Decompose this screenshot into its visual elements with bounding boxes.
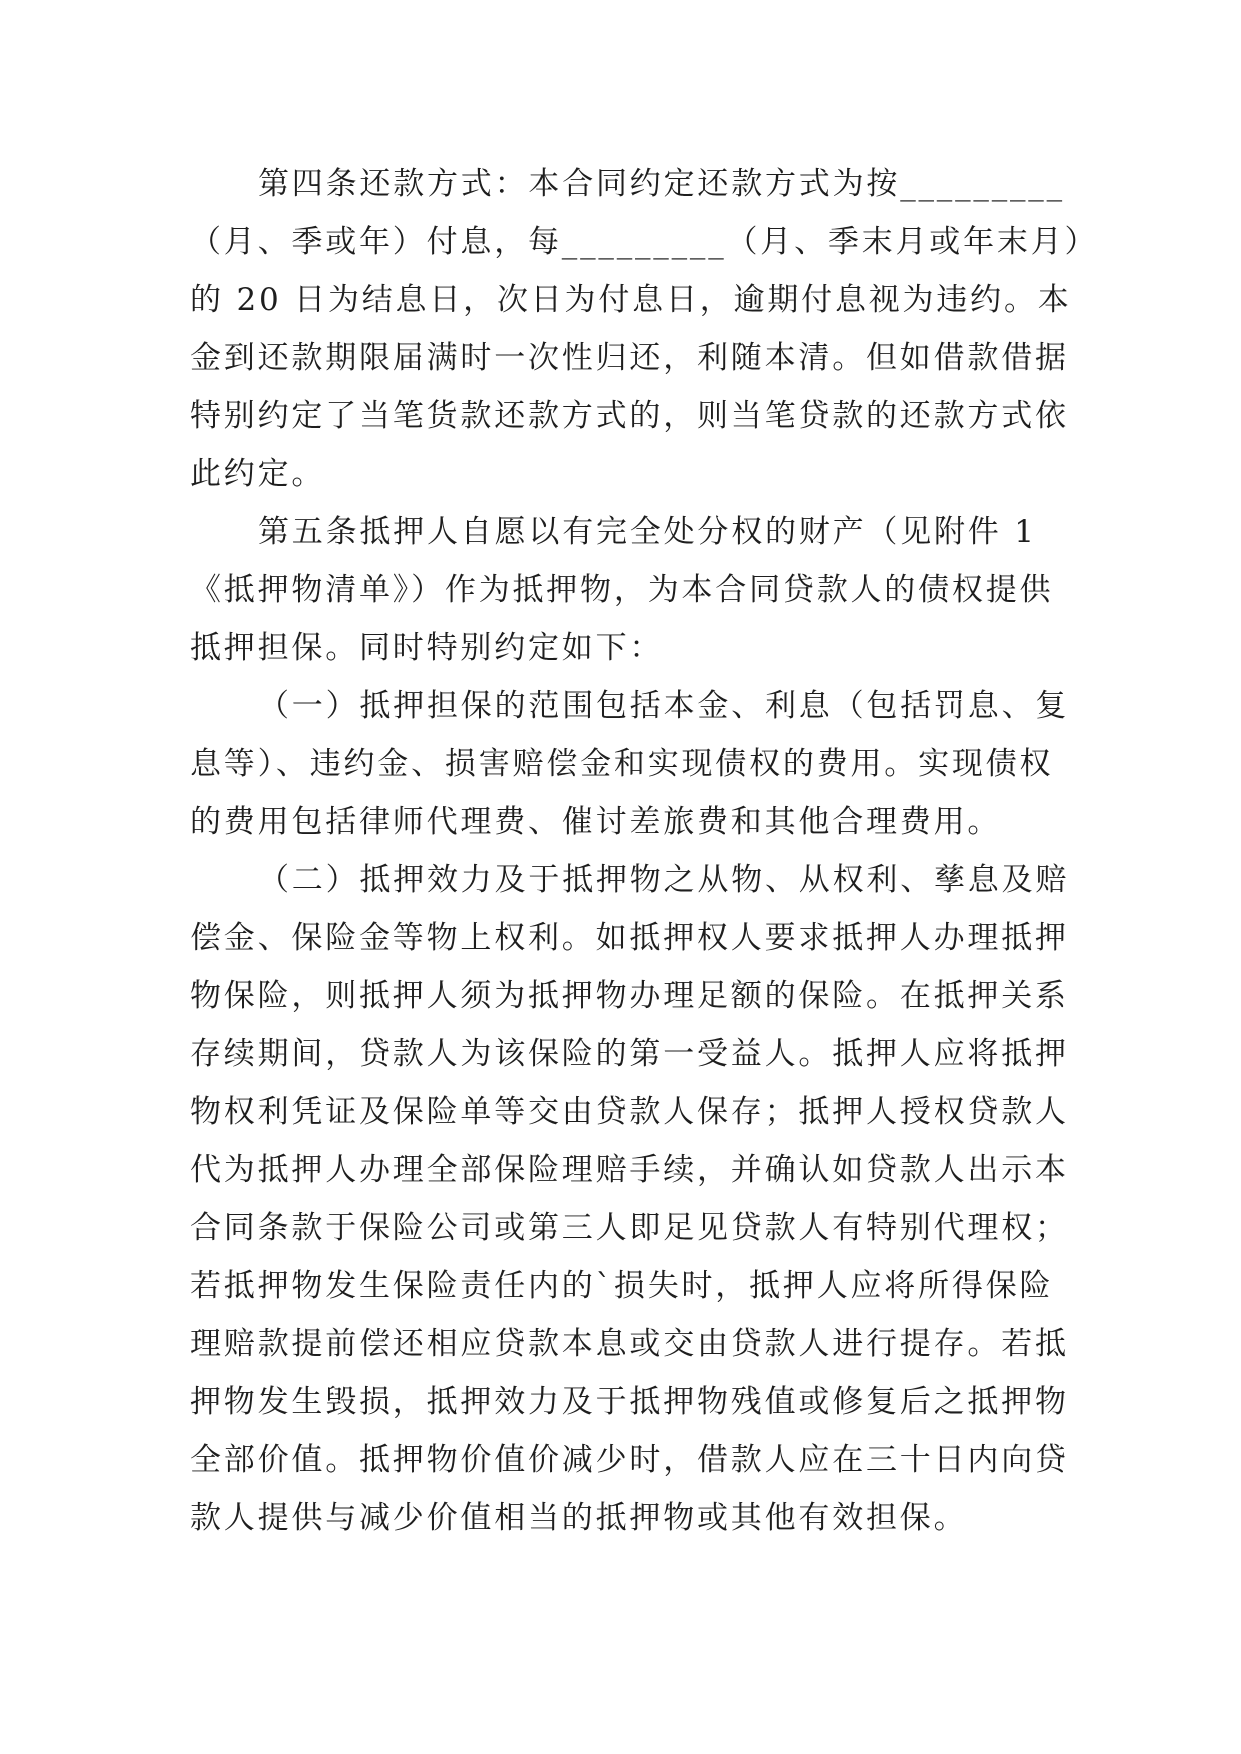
text-line: （月、季或年）付息，每_________（月、季末月或年末月） xyxy=(190,224,1099,260)
text-line: 代为抵押人办理全部保险理赔手续，并确认如贷款人出示本 xyxy=(190,1152,1069,1188)
text-line: 抵押担保。同时特别约定如下： xyxy=(190,630,664,666)
text-line: 《抵押物清单》）作为抵押物，为本合同贷款人的债权提供 xyxy=(190,572,1054,608)
item-1-paragraph xyxy=(190,677,1070,851)
text-line: 理赔款提前偿还相应贷款本息或交由贷款人进行提存。若抵 xyxy=(190,1326,1069,1362)
text-line: 若抵押物发生保险责任内的`损失时，抵押人应将所得保险 xyxy=(190,1268,1054,1304)
article-4-paragraph xyxy=(190,155,1099,503)
text-line: 物权利凭证及保险单等交由贷款人保存；抵押人授权贷款人 xyxy=(190,1094,1069,1130)
text-line: （一）抵押担保的范围包括本金、利息（包括罚息、复 xyxy=(258,688,1070,724)
text-line: （二）抵押效力及于抵押物之从物、从权利、孳息及赔 xyxy=(258,862,1070,898)
text-line: 的费用包括律师代理费、催讨差旅费和其他合理费用。 xyxy=(190,804,1002,840)
text-line: 息等）、违约金、损害赔偿金和实现债权的费用。实现债权 xyxy=(190,746,1054,782)
document-body xyxy=(190,155,1099,1547)
text-line: 押物发生毁损，抵押效力及于抵押物残值或修复后之抵押物 xyxy=(190,1384,1069,1420)
text-line: 存续期间，贷款人为该保险的第一受益人。抵押人应将抵押 xyxy=(190,1036,1069,1072)
text-line: 金到还款期限届满时一次性归还，利随本清。但如借款借据 xyxy=(190,340,1069,376)
text-line: 物保险，则抵押人须为抵押物办理足额的保险。在抵押关系 xyxy=(190,978,1069,1014)
text-line: 的 20 日为结息日，次日为付息日，逾期付息视为违约。本 xyxy=(190,282,1072,318)
text-line: 第四条还款方式：本合同约定还款方式为按_________ xyxy=(258,166,1065,202)
text-line: 合同条款于保险公司或第三人即足见贷款人有特别代理权； xyxy=(190,1210,1069,1246)
text-line: 偿金、保险金等物上权利。如抵押权人要求抵押人办理抵押 xyxy=(190,920,1069,956)
text-line: 特别约定了当笔货款还款方式的，则当笔贷款的还款方式依 xyxy=(190,398,1069,434)
item-2-paragraph xyxy=(190,851,1070,1547)
article-5-paragraph xyxy=(190,503,1054,677)
text-line: 第五条抵押人自愿以有完全处分权的财产（见附件 1 xyxy=(258,514,1037,550)
text-line: 此约定。 xyxy=(190,456,326,492)
text-line: 款人提供与减少价值相当的抵押物或其他有效担保。 xyxy=(190,1500,968,1536)
text-line: 全部价值。抵押物价值价减少时，借款人应在三十日内向贷 xyxy=(190,1442,1069,1478)
